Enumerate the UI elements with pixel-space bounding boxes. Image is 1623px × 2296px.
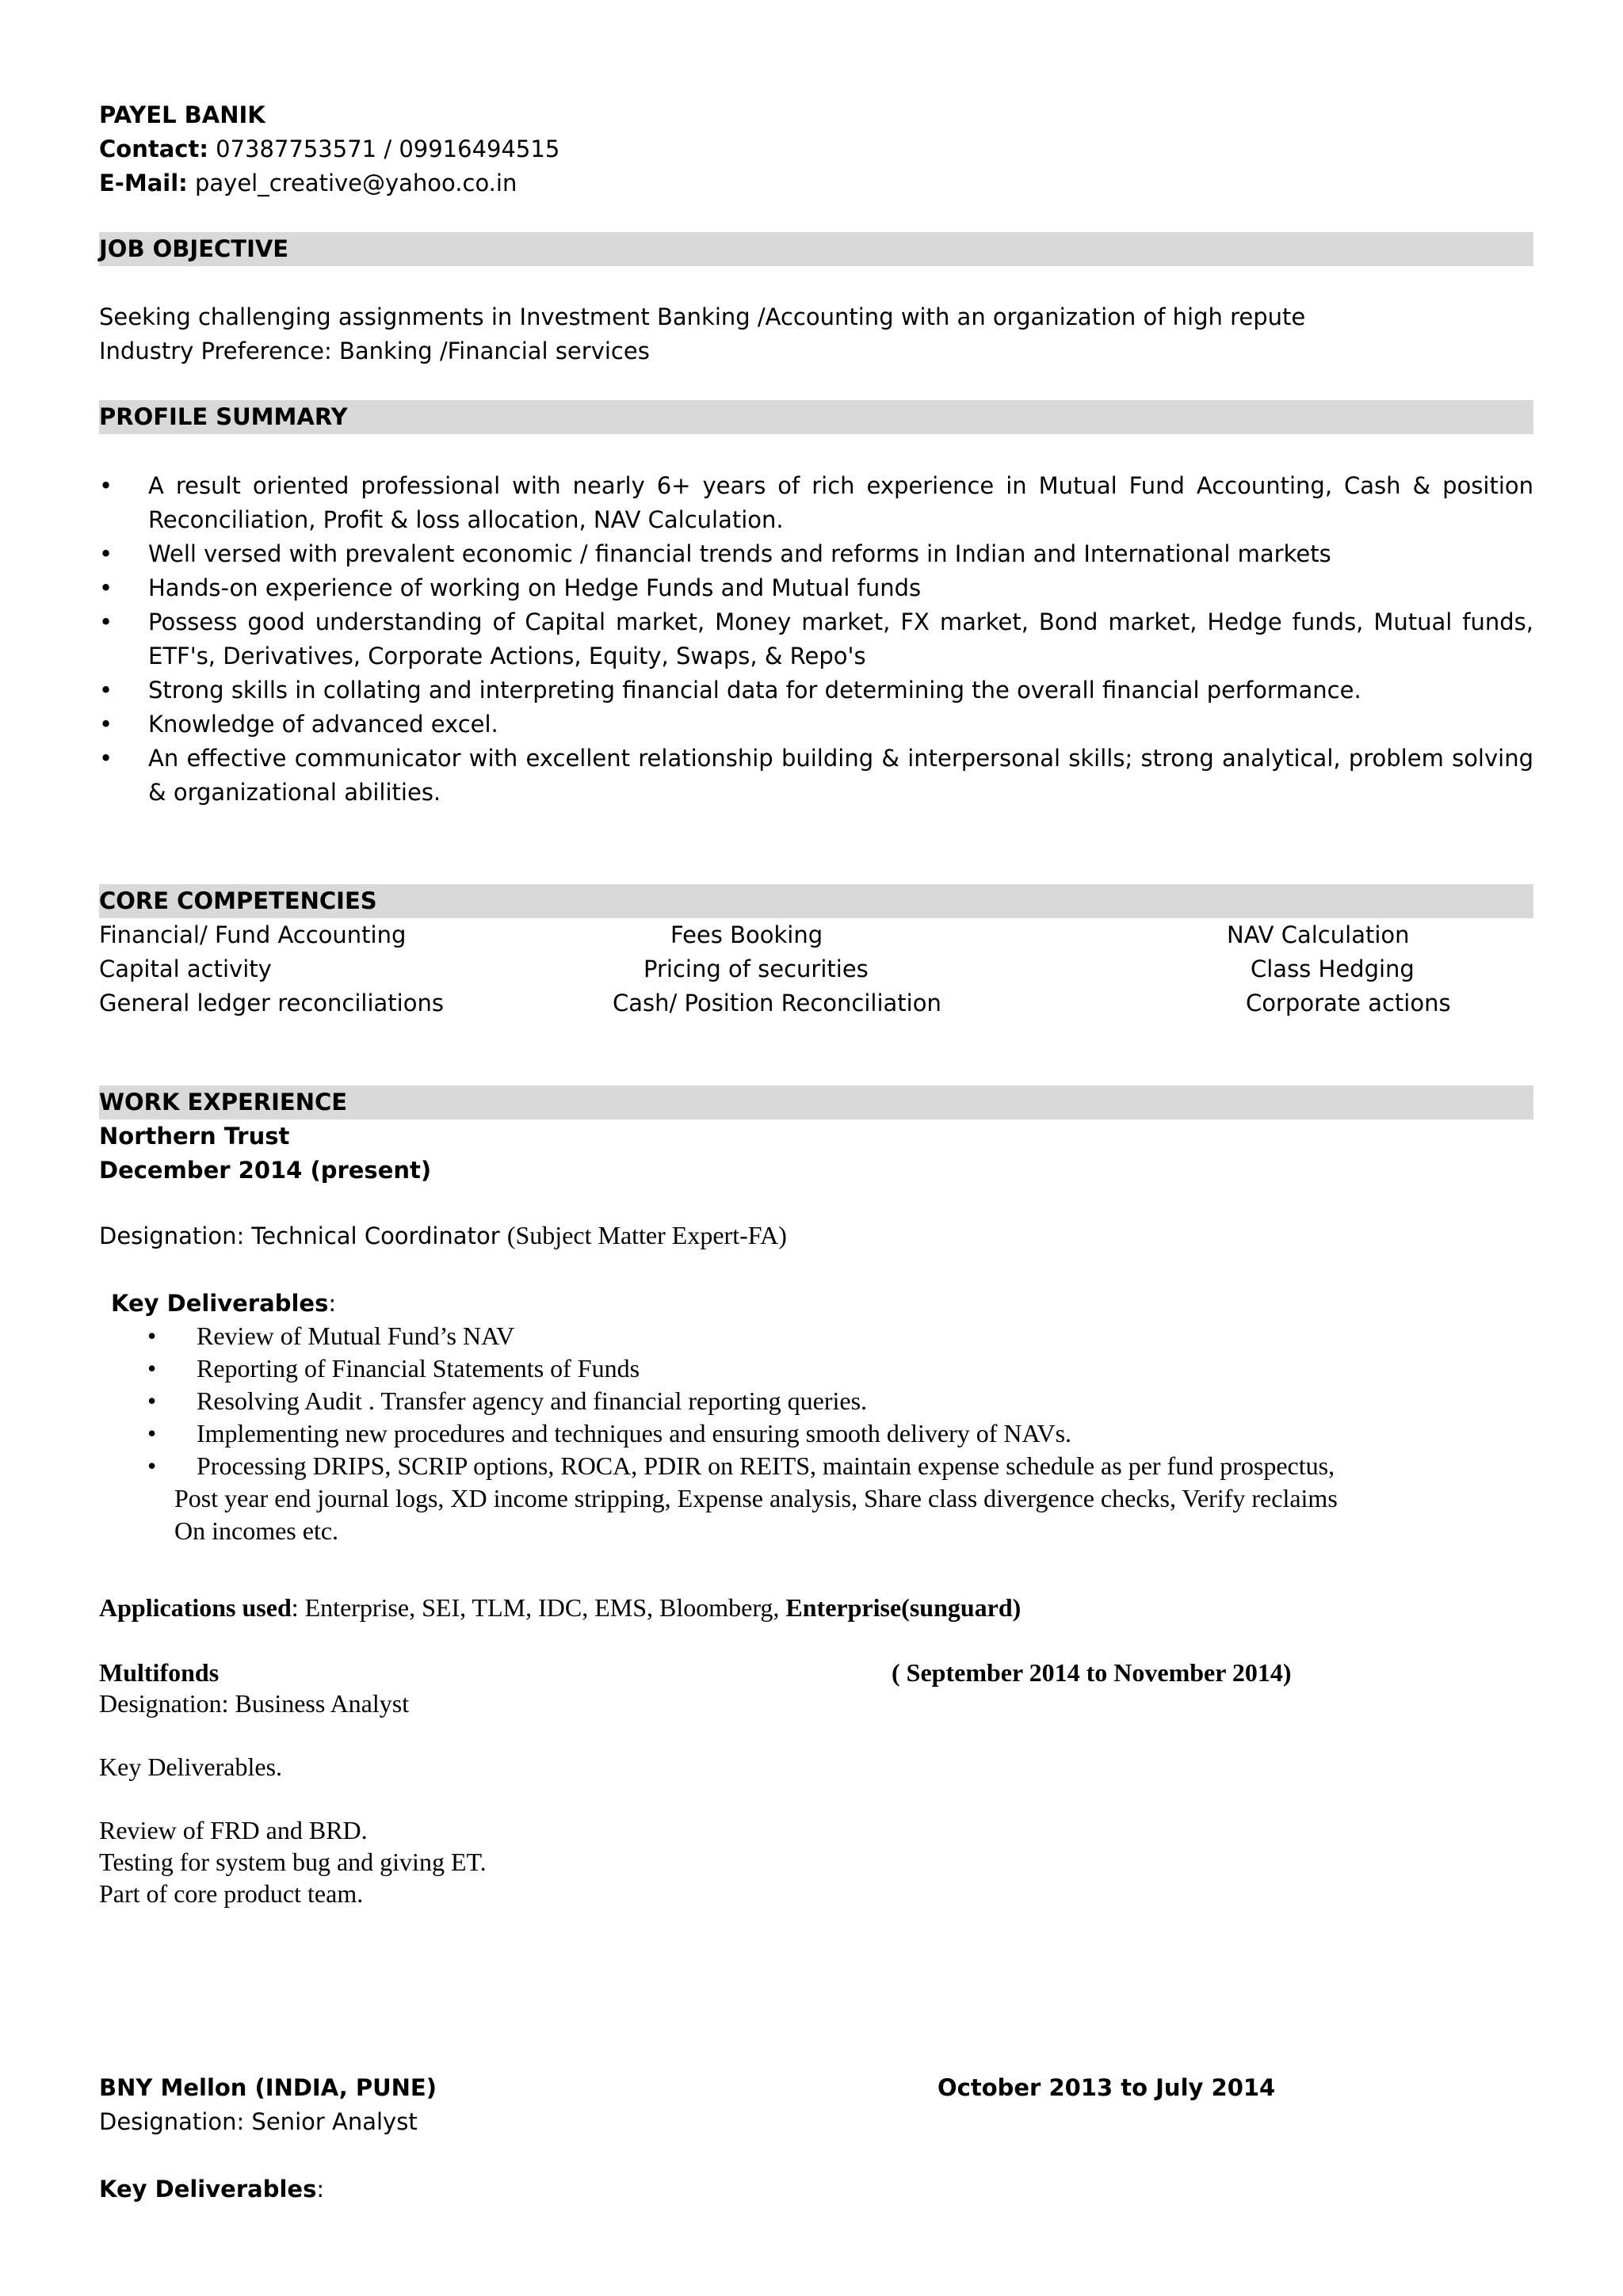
contact-value: 07387753571 / 09916494515: [208, 135, 560, 162]
competency-col2-item: Cash/ Position Reconciliation: [613, 990, 941, 1016]
period-bny-mellon: October 2013 to July 2014: [938, 2074, 1276, 2101]
email-line: [99, 166, 517, 200]
competency-col1-item: Financial/ Fund Accounting: [99, 921, 407, 948]
multifonds-line: Testing for system bug and giving ET.: [99, 1848, 487, 1876]
objective-line-1: Seeking challenging assignments in Investment Banking /Accounting with an organization of high repute: [99, 303, 1306, 330]
period-multifonds: ( September 2014 to November 2014): [892, 1658, 1292, 1687]
competency-col1-item: General ledger reconciliations: [99, 990, 444, 1016]
competency-col2-item: Fees Booking: [670, 921, 823, 948]
contact-label: Contact:: [99, 135, 208, 162]
section-heading-job-objective: JOB OBJECTIVE: [99, 235, 289, 262]
competency-col1-item: Capital activity: [99, 955, 272, 982]
list-item: • Hands-on experience of working on Hedge Funds and Mutual funds: [99, 571, 1533, 605]
list-item: • A result oriented professional with nearly 6+ years of rich experience in Mutual Fund Accounting, Cash & position Reconciliation, Profit & loss allocation, NAV Calculation.: [99, 469, 1533, 537]
bullet-icon: •: [99, 472, 113, 499]
list-item: • Knowledge of advanced excel.: [99, 707, 1533, 742]
bullet-icon: •: [99, 540, 113, 567]
competency-col3-item: NAV Calculation: [1227, 921, 1410, 948]
bullet-icon: •: [147, 1386, 157, 1415]
bullet-icon: •: [147, 1451, 157, 1480]
bullet-icon: •: [99, 711, 113, 738]
list-item: • Reporting of Financial Statements of Funds: [147, 1352, 1510, 1385]
bullet-icon: •: [99, 574, 113, 601]
designation-bny-mellon: Designation: Senior Analyst: [99, 2108, 418, 2135]
section-heading-work-experience: WORK EXPERIENCE: [99, 1089, 348, 1116]
list-item: • Review of Mutual Fund’s NAV: [147, 1320, 1510, 1352]
company-name-bny-mellon: BNY Mellon (INDIA, PUNE): [99, 2074, 437, 2101]
company-name-northern-trust: Northern Trust: [99, 1123, 290, 1150]
bullet-icon: •: [147, 1322, 157, 1350]
email-value[interactable]: payel_creative@yahoo.co.in: [187, 170, 517, 196]
list-item: • Strong skills in collating and interpreting financial data for determining the overall financial performance.: [99, 673, 1533, 707]
key-deliverables-label: Key Deliverables.: [99, 1753, 283, 1781]
applications-used: Applications used: Enterprise, SEI, TLM, IDC, EMS, Bloomberg, Enterprise(sunguard): [99, 1593, 1022, 1622]
email-label: E-Mail:: [99, 170, 188, 196]
objective-line-2: Industry Preference: Banking /Financial services: [99, 338, 650, 364]
section-heading-core-competencies: CORE COMPETENCIES: [99, 887, 377, 914]
northern-trust-deliverables-list: [147, 1320, 1510, 1547]
list-item: • Well versed with prevalent economic / financial trends and reforms in Indian and International markets: [99, 537, 1533, 571]
key-deliverables-label: Key Deliverables:: [111, 1290, 337, 1317]
bullet-icon: •: [99, 677, 113, 704]
list-item: • Processing DRIPS, SCRIP options, ROCA, PDIR on REITS, maintain expense schedule as per fund prospectus, Post year end journal logs, XD income stripping, Expense analysis, Share class divergence checks, Verify reclaims On incomes etc.: [147, 1451, 1338, 1545]
bullet-icon: •: [99, 745, 113, 772]
bullet-icon: •: [99, 608, 113, 635]
bullet-icon: •: [147, 1354, 157, 1383]
contact-line: [99, 132, 559, 166]
multifonds-line: Part of core product team.: [99, 1879, 364, 1908]
company-name-multifonds: Multifonds: [99, 1658, 220, 1687]
designation-northern-trust: Designation: Technical Coordinator (Subject Matter Expert-FA): [99, 1221, 787, 1249]
candidate-name: PAYEL BANIK: [99, 101, 265, 128]
section-heading-profile-summary: PROFILE SUMMARY: [99, 403, 348, 430]
competency-col3-item: Class Hedging: [1251, 955, 1415, 982]
competency-col2-item: Pricing of securities: [643, 955, 869, 982]
bullet-icon: •: [147, 1419, 157, 1447]
profile-summary-list: [99, 469, 1533, 810]
period-northern-trust: December 2014 (present): [99, 1157, 432, 1184]
multifonds-line: Review of FRD and BRD.: [99, 1816, 368, 1844]
competency-col3-item: Corporate actions: [1246, 990, 1451, 1016]
list-item: • Implementing new procedures and techniques and ensuring smooth delivery of NAVs.: [147, 1417, 1510, 1450]
list-item: • Possess good understanding of Capital market, Money market, FX market, Bond market, Hedge funds, Mutual funds, ETF's, Derivatives, Corporate Actions, Equity, Swaps, & Repo's: [99, 605, 1533, 673]
section-bar-job-objective: [99, 232, 1533, 266]
designation-multifonds: Designation: Business Analyst: [99, 1689, 410, 1718]
list-item: • Resolving Audit . Transfer agency and financial reporting queries.: [147, 1385, 1510, 1417]
key-deliverables-label: Key Deliverables:: [99, 2176, 325, 2203]
list-item: • An effective communicator with excellent relationship building & interpersonal skills; strong analytical, problem solving & organizational abilities.: [99, 742, 1533, 810]
